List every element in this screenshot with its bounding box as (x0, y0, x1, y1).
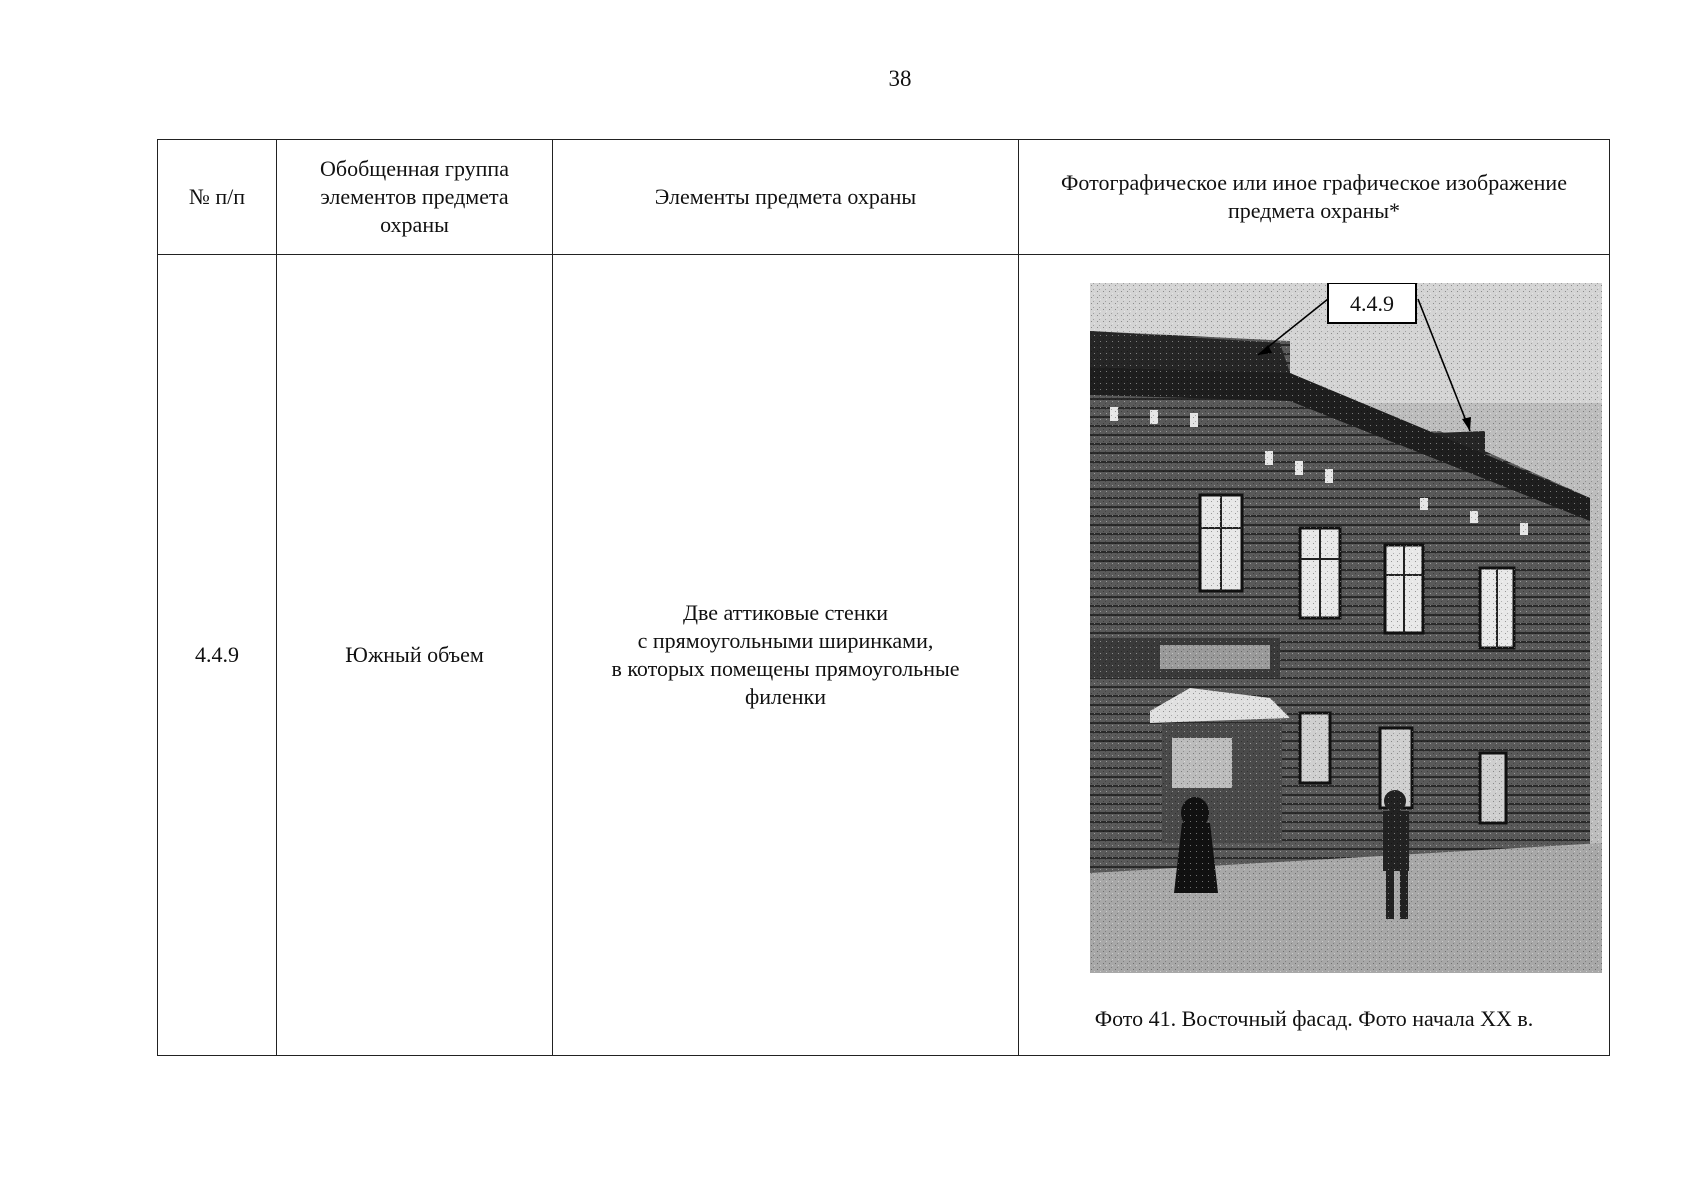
row-elements-line: в которых помещены прямоугольные (611, 656, 960, 681)
header-group-line: элементов предмета (320, 184, 509, 209)
header-elements (553, 140, 1019, 255)
header-image-line: Фотографическое или иное графическое изображение (1061, 170, 1567, 195)
protection-table (157, 139, 1610, 1056)
row-elements (553, 255, 1019, 1056)
row-number: 4.4.9 (158, 255, 277, 1056)
table-header-row (158, 140, 1610, 255)
header-group-line: Обобщенная группа (320, 156, 509, 181)
row-photo-cell (1019, 255, 1610, 1056)
photo-caption: Фото 41. Восточный фасад. Фото начала XX в. (1094, 1006, 1534, 1031)
row-elements-line: Две аттиковые стенки (682, 600, 889, 625)
table-row (158, 255, 1610, 1056)
header-group-line: охраны (380, 212, 449, 237)
header-number (158, 140, 277, 255)
header-number-text: № п/п (188, 184, 246, 209)
historic-facade-photo (1090, 283, 1602, 973)
row-elements-line: филенки (744, 684, 826, 709)
header-image-line: предмета охраны* (1227, 198, 1401, 223)
row-group: Южный объем (277, 255, 553, 1056)
row-elements-line: с прямоугольными ширинками, (637, 628, 934, 653)
page-number: 38 (888, 66, 912, 91)
header-group (277, 140, 553, 255)
header-image (1019, 140, 1610, 255)
photo-label: 4.4.9 (1350, 291, 1394, 316)
header-elements-text: Элементы предмета охраны (654, 184, 917, 209)
